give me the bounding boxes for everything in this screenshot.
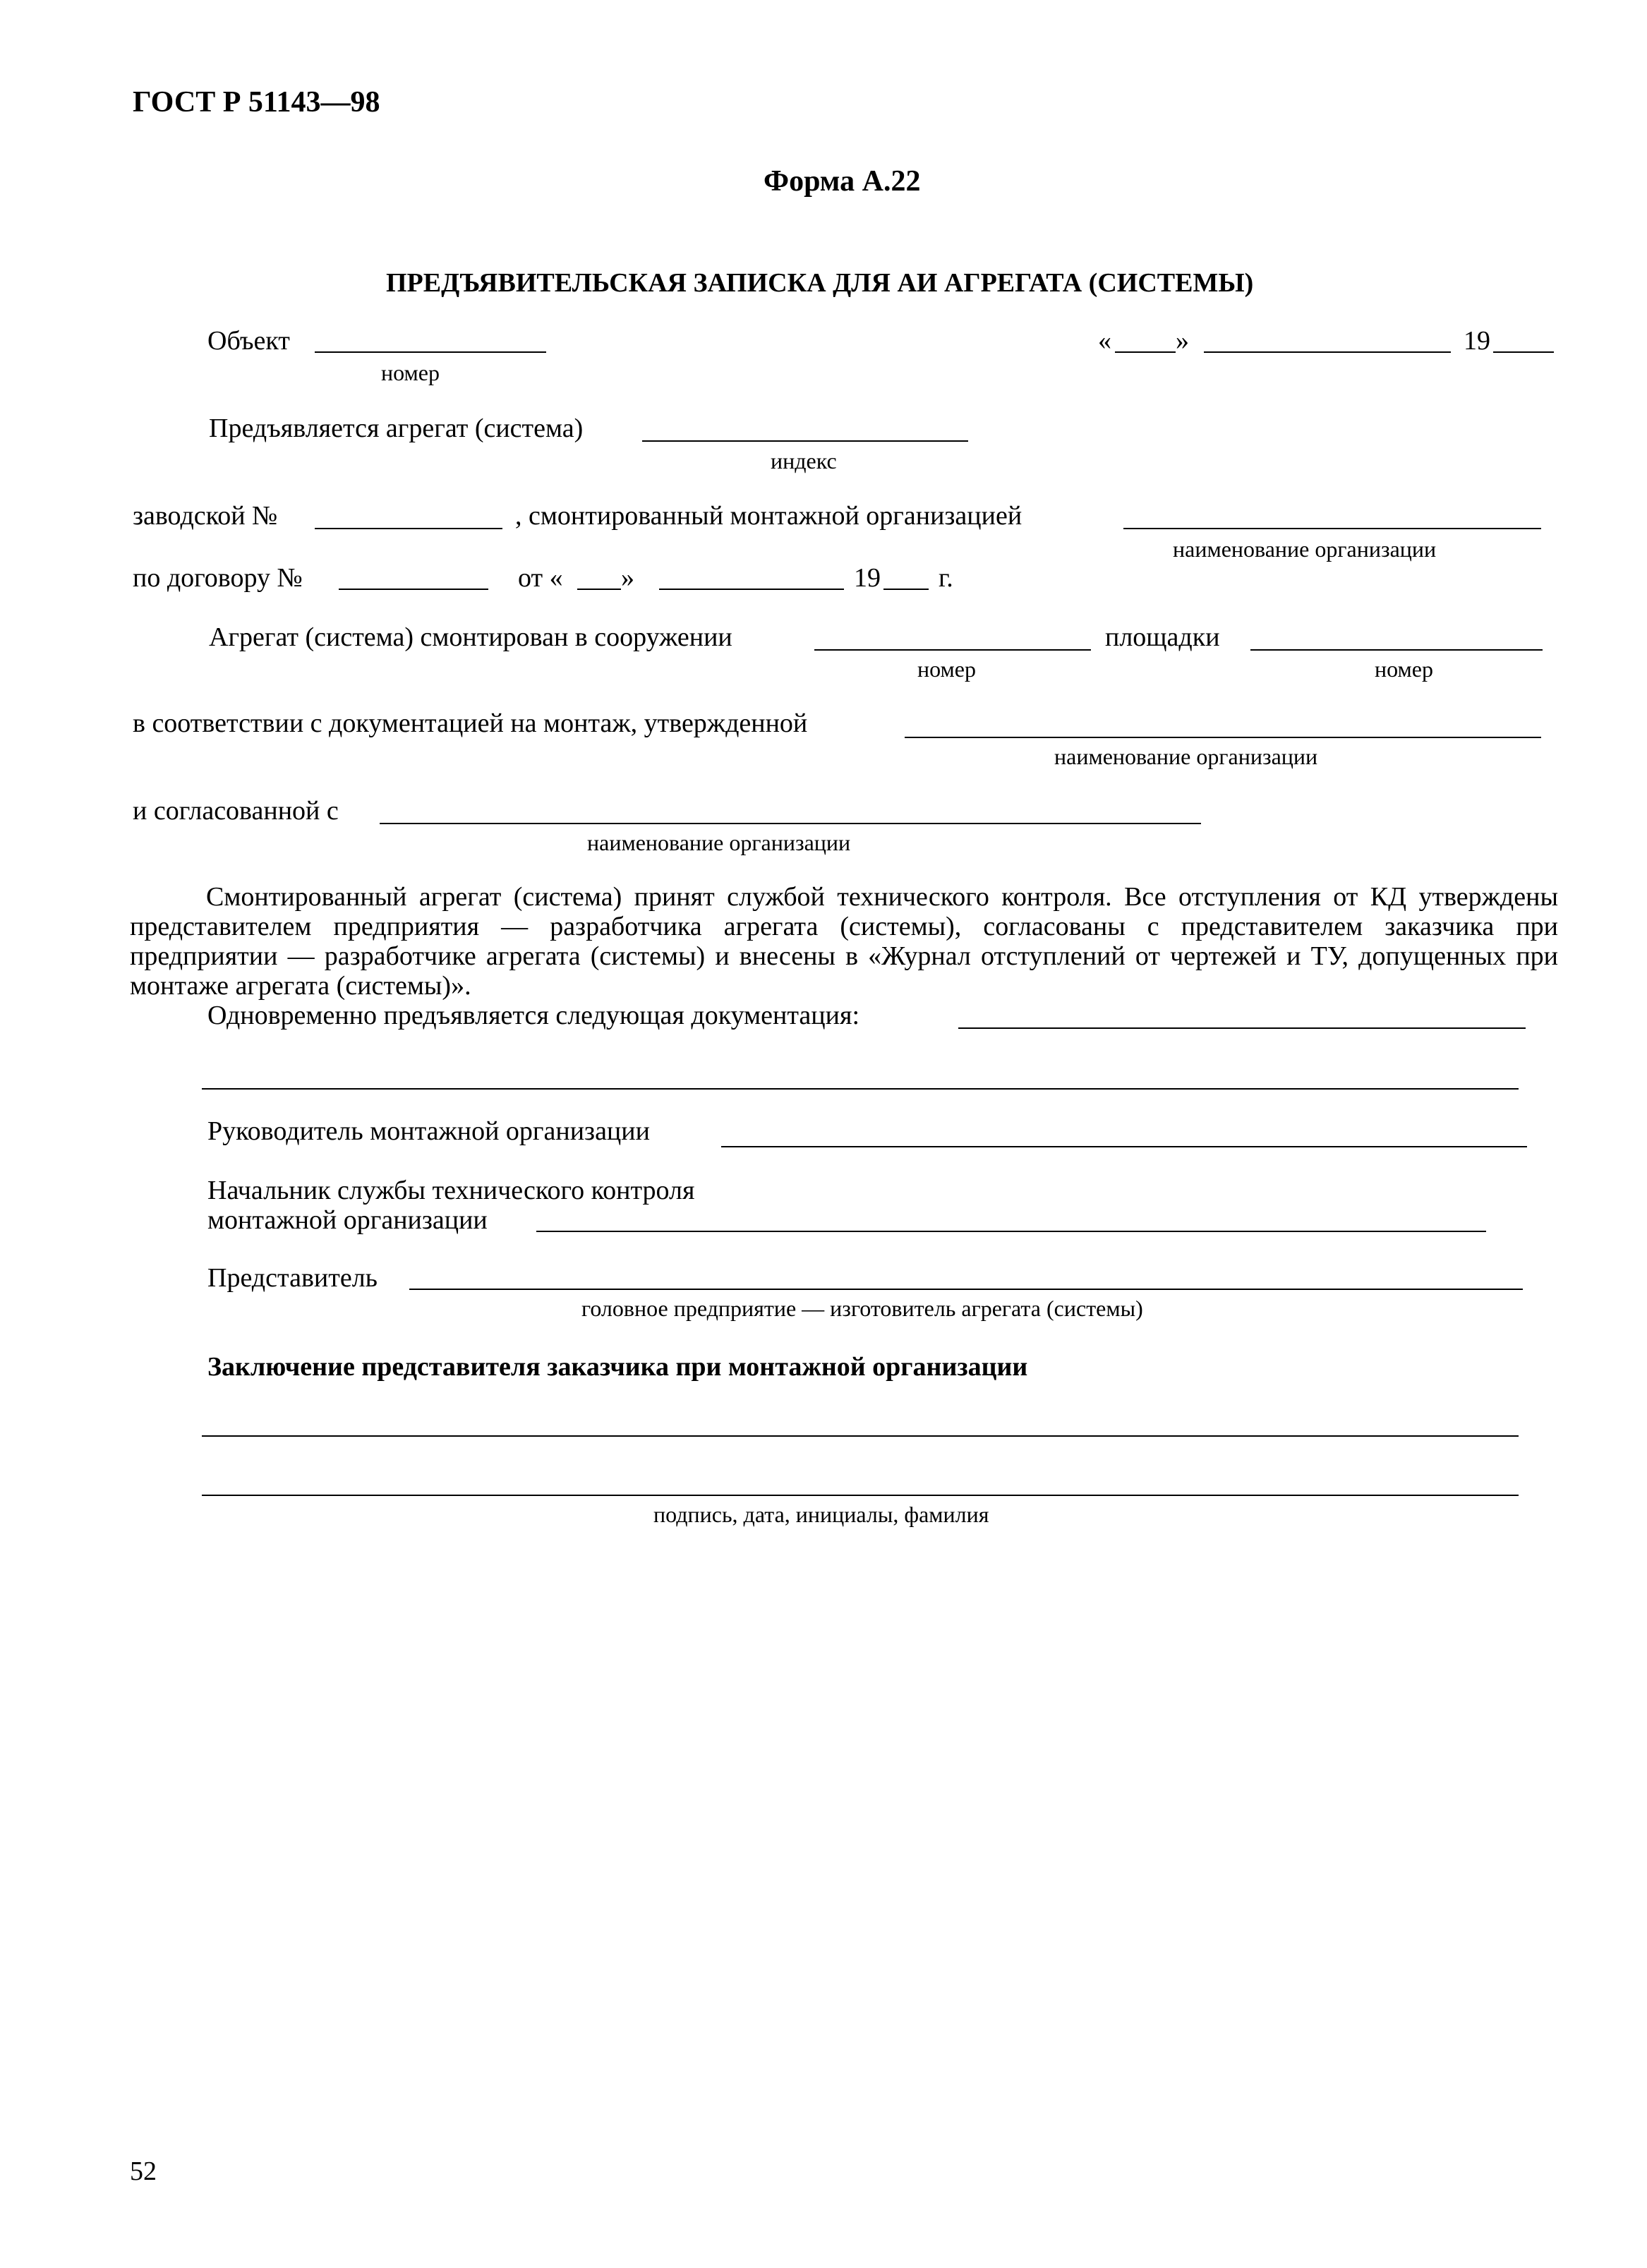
conclusion-title: Заключение представителя заказчика при монтажной организации <box>207 1352 1028 1382</box>
factory-number-label: заводской № <box>133 501 278 531</box>
date-quote-close: » <box>1176 326 1189 356</box>
unit-index-caption: индекс <box>771 448 837 473</box>
contract-year-suffix: г. <box>939 563 953 593</box>
agreeing-organization-field[interactable] <box>380 823 1201 824</box>
unit-index-field[interactable] <box>642 440 968 442</box>
qc-chief-label-line1: Начальник службы технического контроля <box>207 1176 695 1205</box>
approved-label: в соответствии с документацией на монтаж, утвержденной <box>133 708 808 738</box>
site-label: площадки <box>1105 622 1220 652</box>
agreed-label: и согласованной с <box>133 796 339 826</box>
unit-label: Предъявляется агрегат (система) <box>209 414 584 443</box>
page-title: ПРЕДЪЯВИТЕЛЬСКАЯ ЗАПИСКА ДЛЯ АИ АГРЕГАТА (СИСТЕМЫ) <box>386 268 1254 298</box>
date-month-field[interactable] <box>1204 351 1451 353</box>
contract-number-field[interactable] <box>339 589 488 590</box>
conclusion-field-1[interactable] <box>202 1435 1519 1437</box>
head-signature-field[interactable] <box>721 1146 1527 1147</box>
contract-year-prefix: 19 <box>854 563 881 593</box>
mounting-organization-caption: наименование организации <box>1173 536 1437 562</box>
factory-number-field[interactable] <box>315 528 502 529</box>
conclusion-field-2[interactable] <box>202 1495 1519 1496</box>
contract-quote-close: » <box>621 563 634 593</box>
approving-organization-field[interactable] <box>905 737 1541 738</box>
document-code: ГОСТ Р 51143—98 <box>133 86 380 119</box>
object-number-field[interactable] <box>315 351 546 353</box>
contract-month-field[interactable] <box>659 589 844 590</box>
contract-label: по договору № <box>133 563 303 593</box>
representative-signature-field[interactable] <box>409 1289 1523 1290</box>
conclusion-caption: подпись, дата, инициалы, фамилия <box>653 1502 989 1527</box>
page-number: 52 <box>130 2157 157 2186</box>
documentation-field-2[interactable] <box>202 1088 1519 1090</box>
representative-label: Представитель <box>207 1263 378 1293</box>
structure-number-caption: номер <box>917 656 976 682</box>
approving-organization-caption: наименование организации <box>1054 744 1318 769</box>
contract-year-field[interactable] <box>883 589 929 590</box>
object-number-caption: номер <box>381 360 440 385</box>
mounted-by-label: , смонтированный монтажной организацией <box>515 501 1022 531</box>
date-year-field[interactable] <box>1493 351 1554 353</box>
qc-chief-label-line2: монтажной организации <box>207 1205 488 1235</box>
date-quote-open: « <box>1098 326 1111 356</box>
date-year-prefix: 19 <box>1464 326 1490 356</box>
documentation-field-1[interactable] <box>958 1027 1526 1029</box>
structure-label: Агрегат (система) смонтирован в сооружении <box>209 622 732 652</box>
structure-number-field[interactable] <box>814 649 1091 651</box>
object-label: Объект <box>207 326 290 356</box>
date-day-field[interactable] <box>1115 351 1176 353</box>
mounting-organization-field[interactable] <box>1123 528 1541 529</box>
agreeing-organization-caption: наименование организации <box>587 830 851 855</box>
documentation-label: Одновременно предъявляется следующая документация: <box>207 1001 860 1030</box>
contract-from-label: от « <box>518 563 563 593</box>
representative-caption: головное предприятие — изготовитель агрегата (системы) <box>581 1296 1143 1321</box>
form-number: Форма А.22 <box>764 165 921 198</box>
qc-chief-signature-field[interactable] <box>536 1231 1486 1232</box>
site-number-field[interactable] <box>1250 649 1543 651</box>
acceptance-paragraph: Смонтированный агрегат (система) принят службой технического контроля. Все отступления от КД утверждены представителем предприятия — разработчика агрегата (системы), согласованы с представителем заказчика при предприятии — разработчике агрегата (системы) и внесены в «Журнал отступлений от чертежей и ТУ, допущенных при монтаже агрегата (системы)». <box>130 882 1558 1001</box>
contract-day-field[interactable] <box>577 589 621 590</box>
site-number-caption: номер <box>1375 656 1433 682</box>
head-label: Руководитель монтажной организации <box>207 1116 650 1146</box>
